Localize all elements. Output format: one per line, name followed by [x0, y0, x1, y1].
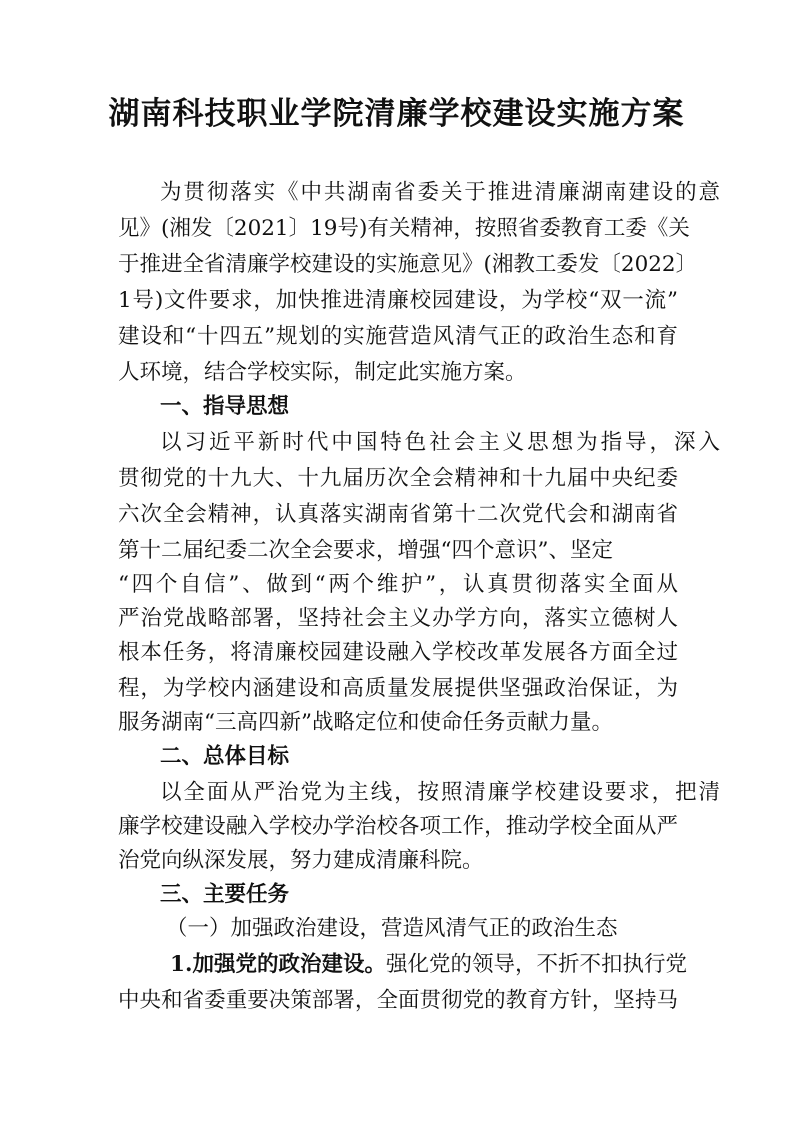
text-line: 贯彻党的十九大、十九届历次全会精神和十九届中央纪委: [118, 466, 678, 491]
task-lead-text: 强化党的领导，不折不扣执行党: [385, 952, 687, 977]
section-heading-main-tasks: 三、主要任务: [160, 882, 290, 907]
text-line: 以习近平新时代中国特色社会主义思想为指导，深入: [160, 430, 720, 455]
text-line: 为贯彻落实《中共湖南省委关于推进清廉湖南建设的意: [160, 180, 720, 205]
text-line: 见》(湘发〔2021〕19号)有关精神，按照省委教育工委《关: [118, 216, 690, 241]
text-line: 廉学校建设融入学校办学治校各项工作，推动学校全面从严: [118, 814, 678, 839]
document-title: 湖南科技职业学院清廉学校建设实施方案: [108, 96, 685, 132]
subsection-heading: （一）加强政治建设，营造风清气正的政治生态: [166, 916, 618, 941]
text-line: 第十二届纪委二次全会要求，增强“四个意识”、坚定: [118, 538, 613, 563]
text-line: 1号)文件要求，加快推进清廉校园建设，为学校“双一流”: [118, 288, 678, 313]
text-line: 治党向纵深发展，努力建成清廉科院。: [118, 848, 484, 873]
text-line: 六次全会精神，认真落实湖南省第十二次党代会和湖南省: [118, 502, 678, 527]
text-line: [170, 950, 687, 980]
text-line: 严治党战略部署，坚持社会主义办学方向，落实立德树人: [118, 606, 678, 631]
text-line: 根本任务，将清廉校园建设融入学校改革发展各方面全过: [118, 640, 678, 665]
text-line: 服务湖南“三高四新”战略定位和使命任务贡献力量。: [118, 710, 613, 735]
text-line: 人环境，结合学校实际，制定此实施方案。: [118, 360, 527, 385]
text-line: 程，为学校内涵建设和高质量发展提供坚强政治保证，为: [118, 676, 678, 701]
text-line: 以全面从严治党为主线，按照清廉学校建设要求，把清: [160, 780, 720, 805]
text-line: “四个自信”、做到“两个维护”，认真贯彻落实全面从: [118, 572, 678, 597]
section-heading-overall-goal: 二、总体目标: [160, 744, 290, 769]
text-line: 中央和省委重要决策部署，全面贯彻党的教育方针，坚持马: [118, 988, 678, 1013]
text-line: 于推进全省清廉学校建设的实施意见》(湘教工委发〔2022〕: [118, 252, 698, 277]
text-line: 建设和“十四五”规划的实施营造风清气正的政治生态和育: [118, 324, 678, 349]
section-heading-guiding-ideology: 一、指导思想: [160, 394, 290, 419]
task-lead-bold: 1.加强党的政治建设。: [170, 952, 386, 977]
